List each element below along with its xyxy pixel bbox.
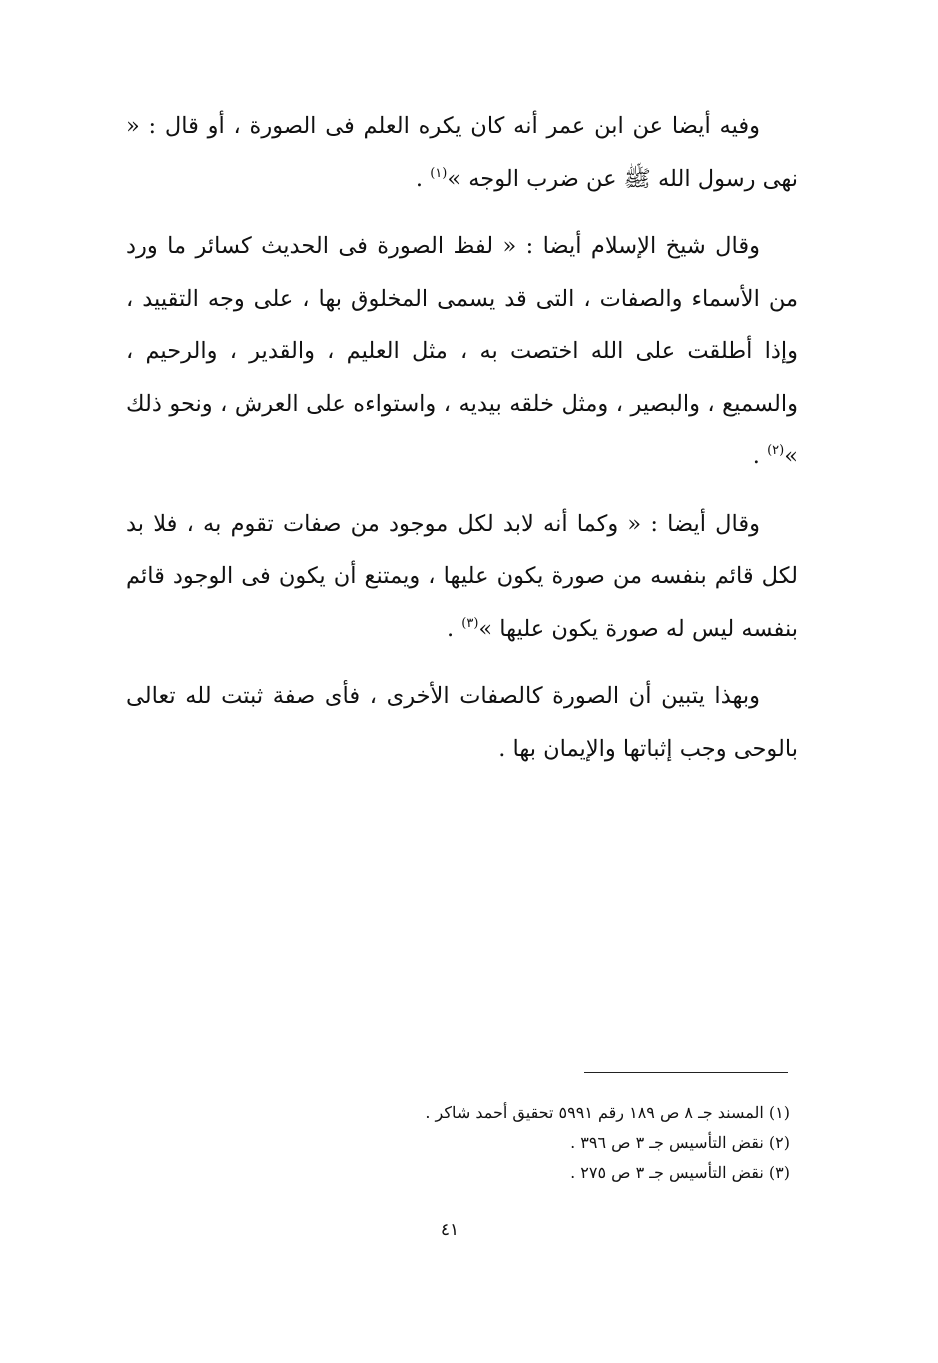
paragraph-4 (126, 670, 798, 775)
footnotes (270, 1098, 790, 1188)
paragraph-1-text: وفيه أيضا عن ابن عمر أنه كان يكره العلم فى الصورة ، أو قال : « نهى رسول الله ﷺ عن ضرب الوجه » (126, 113, 798, 192)
footnote-2: (٢) نقض التأسيس جـ ٣ ص ٣٩٦ . (570, 1133, 790, 1152)
paragraph-3 (126, 498, 798, 656)
page-number: ٤١ (440, 1220, 460, 1240)
paragraph-3-text: وقال أيضا : « وكما أنه لابد لكل موجود من صفات تقوم به ، فلا بد لكل قائم بنفسه من صورة يكون عليها ، ويمتنع أن يكون فى الوجود قائم بنفسه ليس له صورة يكون عليها » (126, 510, 798, 642)
paragraph-2-text: وقال شيخ الإسلام أيضا : « لفظ الصورة فى الحديث كسائر ما ورد من الأسماء والصفات ، التى قد يسمى المخلوق بها ، على وجه التقييد ، وإذا أطلقت على الله اختصت به ، مثل العليم ، والقدير ، والرحيم ، والسميع ، والبصير ، ومثل خلقه بيديه ، واستواءه على العرش ، ونحو ذلك » (126, 233, 798, 469)
footnote-divider (584, 1072, 788, 1073)
footnote-3: (٣) نقض التأسيس جـ ٣ ص ٢٧٥ . (570, 1163, 790, 1182)
paragraph-4-text: وبهذا يتبين أن الصورة كالصفات الأخرى ، فأى صفة ثبتت لله تعالى بالوحى وجب إثباتها والإيمان بها . (126, 683, 798, 762)
paragraph-3-end: . (446, 615, 462, 642)
paragraph-2-end: . (752, 443, 768, 469)
footnote-reference-2: (٢) (767, 443, 785, 458)
footnote-1: (١) المسند جـ ٨ ص ١٨٩ رقم ٥٩٩١ تحقيق أحمد شاكر . (425, 1103, 790, 1122)
footnote-reference-1: (١) (430, 165, 448, 181)
footnote-reference-3: (٣) (461, 615, 479, 631)
body-text (126, 100, 798, 790)
paragraph-1 (126, 100, 798, 205)
paragraph-1-end: . (415, 165, 431, 192)
paragraph-2 (126, 220, 798, 483)
